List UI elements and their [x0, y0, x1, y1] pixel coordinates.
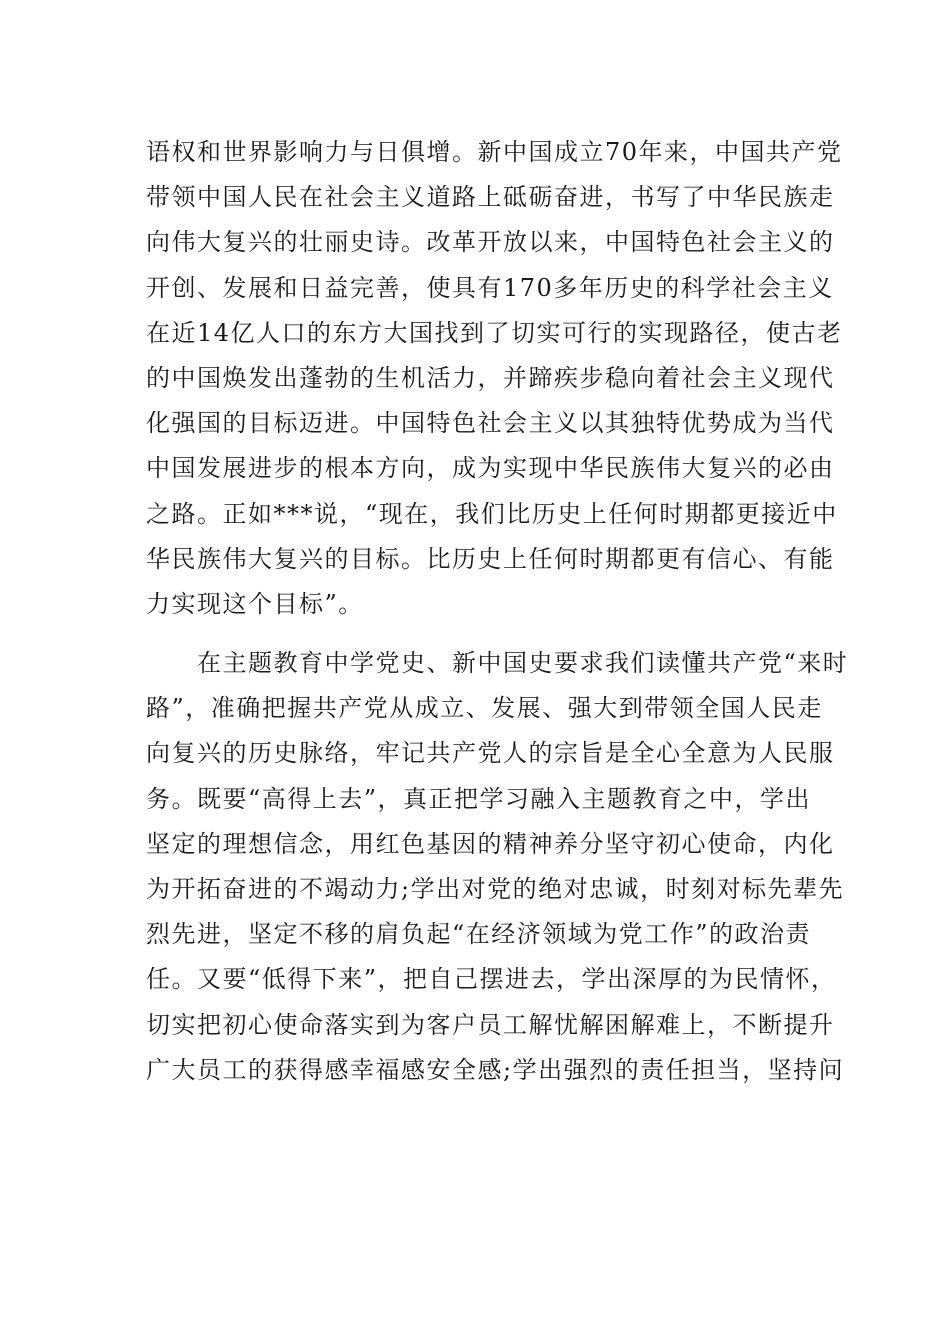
text-line: 开创、发展和日益完善，使具有170多年历史的科学社会主义 — [146, 273, 834, 302]
text-line: 中国发展进步的根本方向，成为实现中华民族伟大复兴的必由 — [146, 454, 835, 483]
text-line: 化强国的目标迈进。中国特色社会主义以其独特优势成为当代 — [146, 409, 835, 438]
text-line: 为开拓奋进的不竭动力;学出对党的绝对忠诚，时刻对标先辈先 — [146, 875, 845, 903]
text-line: 广大员工的获得感幸福感安全感;学出强烈的责任担当，坚持问 — [146, 1055, 845, 1084]
text-line: 在主题教育中学党史、新中国史要求我们读懂共产党“来时 — [146, 649, 849, 678]
text-line: 坚定的理想信念，用红色基因的精神养分坚守初心使命，内化 — [146, 829, 835, 858]
text-line: 向复兴的历史脉络，牢记共产党人的宗旨是全心全意为人民服 — [146, 739, 835, 768]
text-line: 之路。正如***说，“现在，我们比历史上任何时期都更接近中 — [146, 499, 838, 528]
paragraph-2 — [146, 641, 849, 1093]
text-line: 语权和世界影响力与日俱增。新中国成立70年来，中国共产党 — [146, 138, 843, 166]
document-body — [146, 130, 849, 1093]
text-line: 华民族伟大复兴的目标。比历史上任何时期都更有信心、有能 — [146, 544, 835, 573]
text-line: 务。既要“高得上去”，真正把学习融入主题教育之中，学出 — [146, 784, 812, 813]
text-line: 路”，准确把握共产党从成立、发展、强大到带领全国人民走 — [146, 694, 823, 723]
text-line: 任。又要“低得下来”，把自己摆进去，学出深厚的为民情怀， — [146, 965, 837, 994]
text-line: 带领中国人民在社会主义道路上砥砺奋进，书写了中华民族走 — [146, 183, 835, 212]
text-line: 在近14亿人口的东方大国找到了切实可行的实现路径，使古老 — [146, 318, 843, 347]
text-line: 的中国焕发出蓬勃的生机活力，并蹄疾步稳向着社会主义现代 — [146, 363, 835, 392]
paragraph-1 — [146, 130, 843, 627]
text-line: 力实现这个目标”。 — [146, 589, 364, 618]
text-line: 向伟大复兴的壮丽史诗。改革开放以来，中国特色社会主义的 — [146, 228, 835, 257]
text-line: 切实把初心使命落实到为客户员工解忧解困解难上，不断提升 — [146, 1010, 835, 1039]
text-line: 烈先进，坚定不移的肩负起“在经济领域为党工作”的政治责 — [146, 920, 812, 949]
